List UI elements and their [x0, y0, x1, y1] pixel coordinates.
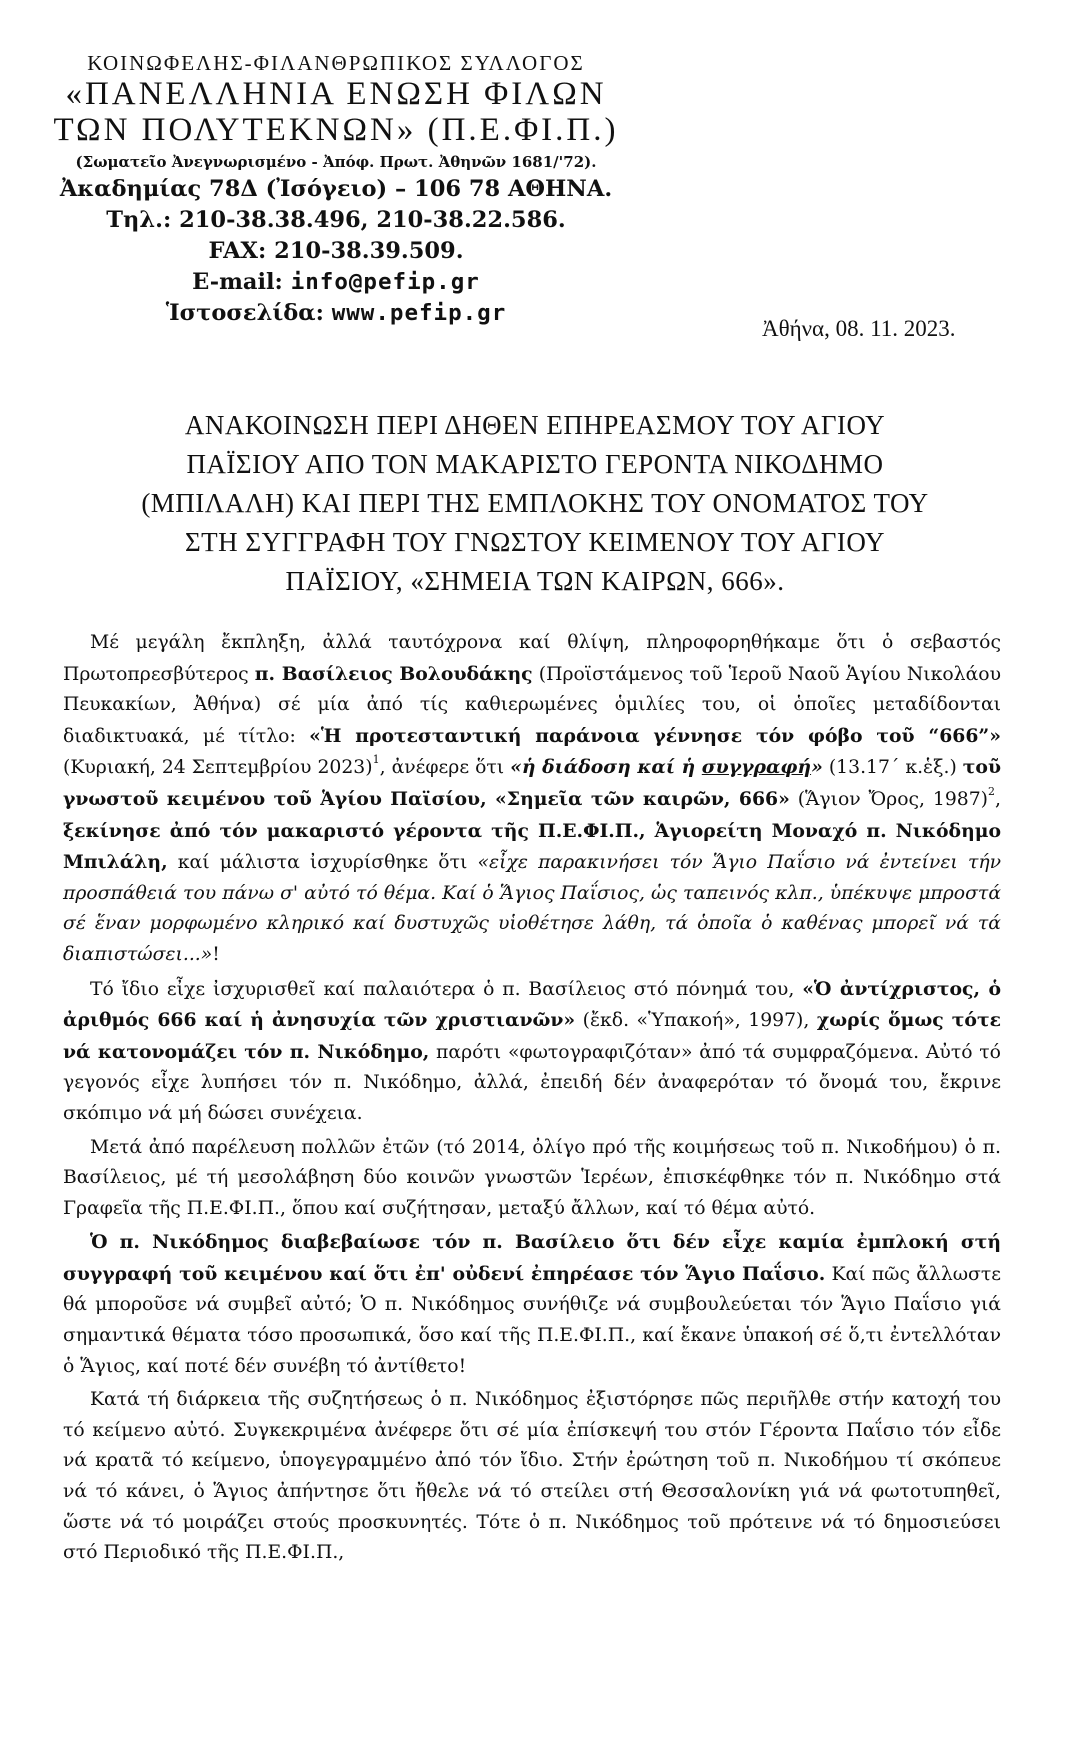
email-label: E-mail:	[192, 269, 291, 295]
footnote-ref-1: 1	[372, 753, 380, 767]
email-line	[36, 267, 636, 298]
emphasis: π. Βασίλειος Βολουδάκης	[254, 662, 533, 685]
emphasis: τοῦ γνωστοῦ κειμένου τοῦ Ἁγίου Παϊσίου, «Σημεῖα τῶν καιρῶν, 666»	[63, 756, 1001, 810]
quote: «ἡ διάδοση καί ἡ	[510, 756, 702, 779]
announcement-body	[63, 628, 1001, 1569]
title-line: ΣΤΗ ΣΥΓΓΡΑΦΗ ΤΟΥ ΓΝΩΣΤΟΥ ΚΕΙΜΕΝΟΥ ΤΟΥ ΑΓΙΟΥ	[184, 527, 886, 557]
title-line: (ΜΠΙΛΑΛΗ) ΚΑΙ ΠΕΡΙ ΤΗΣ ΕΜΠΛΟΚΗΣ ΤΟΥ ΟΝΟΜΑΤΟΣ ΤΟΥ	[141, 488, 929, 518]
address: Ἀκαδημίας 78Δ (Ἰσόγειο) – 106 78 ΑΘΗΝΑ.	[59, 176, 613, 202]
title-line: ΠΑΪΣΙΟΥ ΑΠΟ ΤΟΝ ΜΑΚΑΡΙΣΤΟ ΓΕΡΟΝΤΑ ΝΙΚΟΔΗΜΟ	[186, 449, 884, 479]
document-date: Ἀθήνα, 08. 11. 2023.	[762, 316, 956, 341]
association-type: ΚΟΙΝΩΦΕΛΗΣ-ΦΙΛΑΝΘΡΩΠΙΚΟΣ ΣΥΛΛΟΓΟΣ	[87, 51, 585, 75]
association-name-line-1: «ΠΑΝΕΛΛΗΝΙΑ ΕΝΩΣΗ ΦΙΛΩΝ	[65, 76, 607, 112]
emphasis: χωρίς ὅμως τότε νά κατονομάζει τόν π. Νικόδημο,	[63, 1009, 1002, 1063]
association-name-line-2: ΤΩΝ ΠΟΛΥΤΕΚΝΩΝ» (Π.Ε.ΦΙ.Π.)	[53, 112, 619, 148]
emphasis: Ὁ π. Νικόδημος διαβεβαίωσε τόν π. Βασίλειο ὅτι δέν εἶχε καμία ἐμπλοκή στή συγγραφή τοῦ κειμένου καί ὅτι ἐπ' οὐδενί ἐπηρέασε τόν Ἅγιο Παΐσιο.	[63, 1231, 1001, 1285]
letterhead	[36, 50, 636, 329]
email-address: info@pefip.gr	[290, 269, 480, 295]
announcement-title	[70, 406, 1000, 601]
fax-number: FAX: 210-38.39.509.	[208, 238, 464, 264]
footnote-ref-2: 2	[988, 784, 995, 798]
website-label: Ἱστοσελίδα:	[165, 300, 332, 326]
sermon-title: «Ἡ προτεσταντική παράνοια γέννησε τόν φόβο τοῦ “666”»	[309, 724, 1001, 747]
quote: «εἶχε παρακινήσει τόν Ἅγιο Παΐσιο νά ἐντείνει τήν προσπάθειά του πάνω σ' αὐτό τό θέμα. Καί ὁ Ἅγιος Παΐσιος, ὡς ταπεινός κλπ., ὑπέκυψε μπροστά σέ ἕναν μορφωμένο κληρικό καί δυστυχῶς υἱοθέτησε λάθη, τά ὁποῖα ὁ καθένας μπορεῖ νά τά διαπιστώσει...»	[63, 852, 1001, 965]
website-line	[36, 298, 636, 329]
title-line: ΑΝΑΚΟΙΝΩΣΗ ΠΕΡΙ ΔΗΘΕΝ ΕΠΗΡΕΑΣΜΟΥ ΤΟΥ ΑΓΙΟΥ	[184, 410, 886, 440]
underlined-word: συγγραφή	[701, 756, 812, 779]
title-line: ΠΑΪΣΙΟΥ, «ΣΗΜΕΙΑ ΤΩΝ ΚΑΙΡΩΝ, 666».	[285, 566, 785, 596]
paragraph-3: Μετά ἀπό παρέλευση πολλῶν ἐτῶν (τό 2014, ὀλίγο πρό τῆς κοιμήσεως τοῦ π. Νικοδήμου) ὁ π. Βασίλειος, μέ τή μεσολάβηση δύο κοινῶν γνωστῶν Ἱερέων, ἐπισκέφθηκε τόν π. Νικόδημο στά Γραφεῖα τῆς Π.Ε.ΦΙ.Π., ὅπου καί συζήτησαν, μεταξύ ἄλλων, καί τό θέμα αὐτό.	[63, 1136, 1001, 1219]
phone-numbers: Τηλ.: 210-38.38.496, 210-38.22.586.	[106, 207, 566, 233]
paragraph-1: Μέ μεγάλη ἔκπληξη, ἀλλά ταυτόχρονα καί θλίψη, πληροφορηθήκαμε ὅτι ὁ σεβαστός Πρωτοπρεσβύτερος π. Βασίλειος Βολουδάκης (Προϊστάμενος τοῦ Ἱεροῦ Ναοῦ Ἁγίου Νικολάου Πευκακίων, Ἀθήνα) σέ μία ἀπό τίς καθιερωμένες ὁμιλίες του, οἱ ὁποῖες μεταδίδονται διαδικτυακά, μέ τίτλο: «Ἡ προτεσταντική παράνοια γέννησε τόν φόβο τοῦ “666”» (Κυριακή, 24 Σεπτεμβρίου 2023)$^1$, ἀνέφερε ὅτι «ἡ διάδοση καί ἡ συγγραφή» (13.17΄ κ.ἑξ.) τοῦ γνωστοῦ κειμένου τοῦ Ἁγίου Παϊσίου, «Σημεῖα τῶν καιρῶν, 666» (Ἅγιον Ὄρος, 1987)$^2$, ξεκίνησε ἀπό τόν μακαριστό γέροντα τῆς Π.Ε.ΦΙ.Π., Ἁγιορείτη Μοναχό π. Νικόδημο Μπιλάλη, καί μάλιστα ἰσχυρίσθηκε ὅτι «εἶχε παρακινήσει τόν Ἅγιο Παΐσιο νά ἐντείνει τήν προσπάθειά του πάνω σ' αὐτό τό θέμα. Καί ὁ Ἅγιος Παΐσιος, ὡς ταπεινός κλπ., ὑπέκυψε μπροστά σέ ἕναν μορφωμένο κληρικό καί δυστυχῶς υἱοθέτησε λάθη, τά ὁποῖα ὁ καθένας μπορεῖ νά τά διαπιστώσει...»!	[63, 632, 1001, 965]
book-title: «Ὁ ἀντίχριστος, ὁ ἀριθμός 666 καί ἡ ἀνησυχία τῶν χριστιανῶν»	[63, 977, 1001, 1032]
paragraph-2: Τό ἴδιο εἶχε ἰσχυρισθεῖ καί παλαιότερα ὁ π. Βασίλειος στό πόνημά του, «Ὁ ἀντίχριστος, ὁ ἀριθμός 666 καί ἡ ἀνησυχία τῶν χριστιανῶν» (ἔκδ. «Ὑπακοή», 1997), χωρίς ὅμως τότε νά κατονομάζει τόν π. Νικόδημο, παρότι «φωτογραφιζόταν» ἀπό τά συμφραζόμενα. Αὐτό τό γεγονός εἶχε λυπήσει τόν π. Νικόδημο, ἀλλά, ἐπειδή δέν ἀναφερόταν τό ὄνομά του, ἔκρινε σκόπιμο νά μή δώσει συνέχεια.	[63, 977, 1002, 1124]
paragraph-5: Κατά τή διάρκεια τῆς συζητήσεως ὁ π. Νικόδημος ἐξιστόρησε πῶς περιῆλθε στήν κατοχή του τό κείμενο αὐτό. Συγκεκριμένα ἀνέφερε ὅτι σέ μία ἐπίσκεψή του στόν Γέροντα Παΐσιο τόν εἶδε νά κρατᾶ τό κείμενο, ὑπογεγραμμένο ἀπό τόν ἴδιο. Στήν ἐρώτηση τοῦ π. Νικοδήμου τί σκόπευε νά τό κάνει, ὁ Ἅγιος ἀπήντησε ὅτι ἤθελε νά τό στείλει στή Θεσσαλονίκη γιά νά φωτοτυπηθεῖ, ὥστε νά τό μοιράζει στούς προσκυνητές. Τότε ὁ π. Νικόδημος τοῦ πρότεινε νά τό δημοσιεύσει στό Περιοδικό τῆς Π.Ε.ΦΙ.Π.,	[63, 1389, 1001, 1564]
emphasis: ξεκίνησε ἀπό τόν μακαριστό γέροντα τῆς Π.Ε.ΦΙ.Π., Ἁγιορείτη Μοναχό π. Νικόδημο Μπιλάλη,	[63, 819, 1001, 874]
registry-note: (Σωματεῖο Ἀνεγνωρισμένο - Ἀπόφ. Πρωτ. Ἀθηνῶν 1681/'72).	[75, 153, 597, 171]
website-url: www.pefip.gr	[331, 300, 507, 326]
paragraph-4: Ὁ π. Νικόδημος διαβεβαίωσε τόν π. Βασίλειο ὅτι δέν εἶχε καμία ἐμπλοκή στή συγγραφή τοῦ κειμένου καί ὅτι ἐπ' οὐδενί ἐπηρέασε τόν Ἅγιο Παΐσιο. Καί πῶς ἄλλωστε θά μποροῦσε νά συμβεῖ αὐτό; Ὁ π. Νικόδημος συνήθιζε νά συμβουλεύεται τόν Ἅγιο Παΐσιο γιά σημαντικά θέματα τόσο προσωπικά, ὅσο καί τῆς Π.Ε.ΦΙ.Π., καί ἔκανε ὑπακοή σέ ὅ,τι ἐντελλόταν ὁ Ἅγιος, καί ποτέ δέν συνέβη τό ἀντίθετο!	[63, 1231, 1001, 1377]
